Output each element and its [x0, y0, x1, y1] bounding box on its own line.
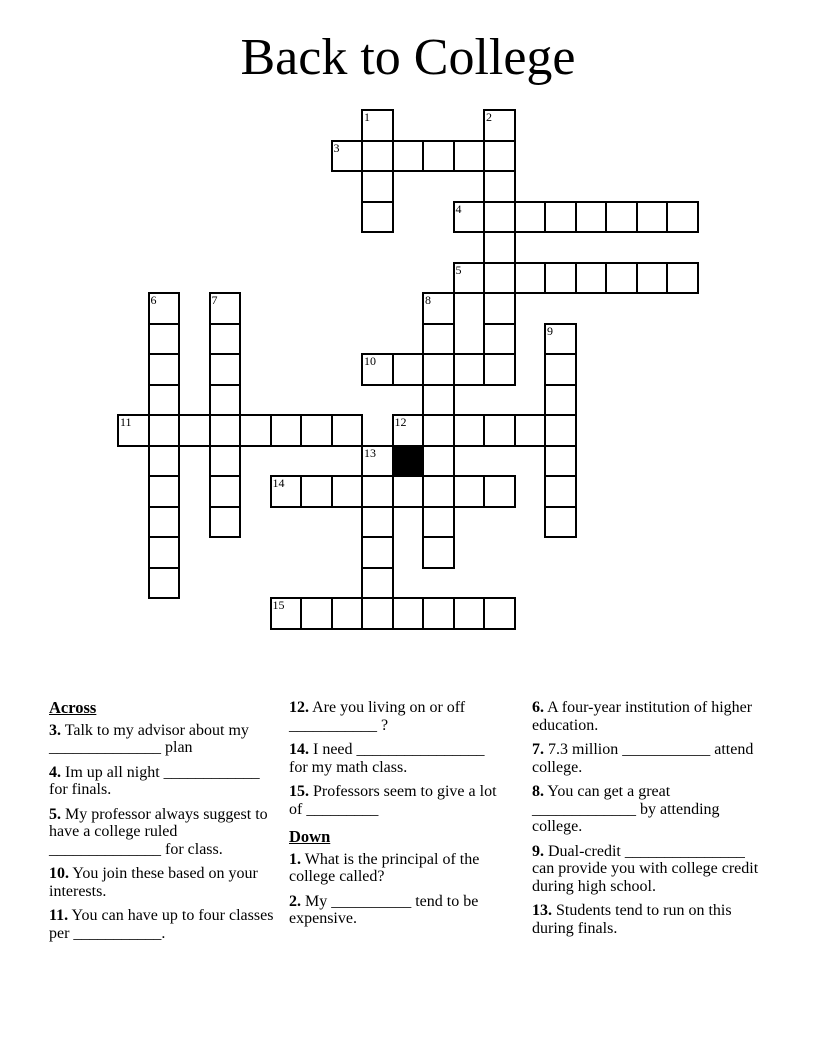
clue-text: You can have up to four classes per ___________. [49, 907, 274, 942]
grid-cell [361, 109, 394, 142]
clue-number: 12. [289, 699, 309, 716]
grid-cell [422, 292, 455, 325]
grid-cell [483, 597, 516, 630]
grid-cell [148, 506, 181, 539]
grid-cell [148, 353, 181, 386]
grid-cell [361, 170, 394, 203]
grid-cell [544, 201, 577, 234]
grid-cell [209, 292, 242, 325]
grid-cell [392, 597, 425, 630]
grid-cell [331, 140, 364, 173]
grid-cell [361, 536, 394, 569]
grid-cell [544, 506, 577, 539]
grid-cell [453, 201, 486, 234]
clue-3 [49, 722, 277, 757]
across-header: Across [49, 698, 97, 717]
cell-number: 11 [120, 415, 132, 429]
cell-number: 2 [486, 110, 492, 124]
grid-cell [605, 262, 638, 295]
grid-cell [392, 414, 425, 447]
grid-cell [422, 597, 455, 630]
grid-cell [483, 140, 516, 173]
clue-column-3 [532, 699, 765, 944]
grid-cell [483, 292, 516, 325]
grid-cell [483, 475, 516, 508]
grid-cell [453, 597, 486, 630]
clue-10 [49, 865, 277, 900]
clue-text: Are you living on or off ___________ ? [289, 699, 466, 734]
grid-cell [209, 353, 242, 386]
clue-7 [532, 741, 765, 776]
grid-cell [361, 567, 394, 600]
clue-6 [532, 699, 765, 734]
grid-cell [483, 170, 516, 203]
grid-cell [514, 262, 547, 295]
grid-cell [300, 414, 333, 447]
grid-cell [422, 475, 455, 508]
cell-number: 10 [364, 354, 376, 368]
clue-text: What is the principal of the college called? [289, 850, 480, 885]
down-header: Down [289, 827, 331, 846]
grid-cell [605, 201, 638, 234]
grid-cell [453, 140, 486, 173]
grid-cell [483, 414, 516, 447]
grid-cell [270, 597, 303, 630]
clue-number: 13. [532, 902, 552, 919]
grid-cell [392, 140, 425, 173]
grid-cell [148, 475, 181, 508]
grid-cell [361, 475, 394, 508]
grid-cell [361, 597, 394, 630]
grid-cell [453, 353, 486, 386]
clue-14 [289, 741, 505, 776]
grid-cell [483, 231, 516, 264]
grid-cell [483, 262, 516, 295]
grid-cell [300, 597, 333, 630]
grid-cell [148, 384, 181, 417]
grid-cell [209, 506, 242, 539]
cell-number: 6 [150, 293, 157, 307]
clue-number: 4. [49, 763, 61, 781]
clue-15 [289, 783, 505, 818]
clue-11 [49, 907, 277, 942]
cell-number: 4 [455, 201, 462, 216]
grid-cell [483, 353, 516, 386]
grid-cell [117, 414, 150, 447]
clue-text: Students tend to run on this during finals. [532, 902, 732, 937]
cell-number: 5 [455, 262, 462, 277]
puzzle-title: Back to College [240, 29, 576, 86]
clue-9 [532, 843, 765, 896]
grid-cell [239, 414, 272, 447]
grid-cell [148, 536, 181, 569]
clue-text: 7.3 million ___________ attend college. [532, 741, 754, 776]
grid-cell [209, 414, 242, 447]
grid-cell [666, 201, 699, 234]
grid-cell [422, 140, 455, 173]
grid-cell [148, 292, 181, 325]
clue-text: My professor always suggest to have a college ruled ______________ for class. [49, 805, 268, 858]
grid-cell [361, 506, 394, 539]
clue-number: 9. [532, 842, 544, 860]
grid-cell [544, 475, 577, 508]
grid-cell [361, 140, 394, 173]
clue-number: 15. [289, 783, 309, 800]
black-cell [392, 445, 425, 478]
grid-cell [544, 384, 577, 417]
grid-cell [178, 414, 211, 447]
clue-number: 11. [49, 907, 69, 924]
grid-cell [422, 536, 455, 569]
clue-column-2 [289, 699, 505, 935]
clue-number: 8. [532, 783, 544, 800]
clue-2 [289, 893, 505, 928]
grid-cell [636, 262, 669, 295]
clue-number: 14. [289, 741, 309, 758]
grid-cell [392, 353, 425, 386]
clue-number: 1. [289, 850, 301, 868]
grid-cell [331, 414, 364, 447]
clue-number: 5. [49, 805, 61, 823]
cell-number: 13 [364, 445, 376, 460]
grid-cell [270, 414, 303, 447]
grid-cell [514, 414, 547, 447]
grid-cell [422, 506, 455, 539]
clue-text: Im up all night ____________ for finals. [49, 763, 260, 798]
grid-cell [666, 262, 699, 295]
clue-column-1 [49, 699, 277, 949]
grid-cell [575, 201, 608, 234]
cell-number: 8 [425, 293, 431, 307]
grid-cell [209, 384, 242, 417]
clue-text: You can get a great _____________ by attending college. [532, 783, 720, 835]
grid-cell [392, 475, 425, 508]
grid-cell [636, 201, 669, 234]
grid-cell [361, 445, 394, 478]
cell-number: 7 [211, 293, 218, 307]
clue-8 [532, 783, 765, 836]
clue-number: 7. [532, 741, 544, 758]
grid-cell [483, 109, 516, 142]
grid-cell [514, 201, 547, 234]
clue-1 [289, 851, 505, 886]
clue-text: My __________ tend to be expensive. [289, 892, 479, 927]
clue-13 [532, 902, 765, 937]
clue-text: Dual-credit _______________ can provide you with college credit during high school. [532, 842, 759, 895]
cell-number: 14 [272, 476, 285, 490]
clue-text: A four-year institution of higher education. [532, 699, 753, 734]
grid-cell [270, 475, 303, 508]
grid-cell [422, 445, 455, 478]
grid-cell [361, 353, 394, 386]
clue-text: You join these based on your interests. [49, 865, 258, 900]
grid-cell [453, 414, 486, 447]
clue-number: 2. [289, 892, 301, 910]
grid-cell [544, 445, 577, 478]
clue-5 [49, 806, 277, 859]
clue-text: Professors seem to give a lot of _________ [289, 783, 497, 818]
grid-cell [331, 597, 364, 630]
grid-cell [483, 201, 516, 234]
grid-cell [544, 323, 577, 356]
cell-number: 1 [364, 110, 370, 124]
grid-cell [483, 323, 516, 356]
cell-number: 3 [333, 140, 340, 155]
clue-text: Talk to my advisor about my ______________ plan [49, 721, 249, 756]
grid-cell [148, 323, 181, 356]
grid-cell [544, 353, 577, 386]
grid-cell [544, 262, 577, 295]
grid-cell [209, 475, 242, 508]
grid-cell [300, 475, 333, 508]
grid-cell [575, 262, 608, 295]
clue-number: 10. [49, 865, 69, 882]
grid-cell [453, 475, 486, 508]
clue-number: 6. [532, 699, 544, 716]
grid-cell [453, 262, 486, 295]
grid-cell [209, 445, 242, 478]
clue-12 [289, 699, 505, 734]
grid-cell [422, 353, 455, 386]
grid-cell [331, 475, 364, 508]
grid-cell [148, 445, 181, 478]
grid-cell [422, 384, 455, 417]
clue-number: 3. [49, 721, 61, 739]
grid-cell [209, 323, 242, 356]
grid-cell [422, 414, 455, 447]
clue-text: I need ________________ for my math class. [289, 741, 485, 776]
grid-cell [544, 414, 577, 447]
grid-cell [422, 323, 455, 356]
cell-number: 9 [547, 323, 553, 338]
cell-number: 12 [394, 415, 407, 429]
cell-number: 15 [272, 598, 285, 612]
clue-4 [49, 764, 277, 799]
grid-cell [148, 414, 181, 447]
grid-cell [148, 567, 181, 600]
grid-cell [361, 201, 394, 234]
